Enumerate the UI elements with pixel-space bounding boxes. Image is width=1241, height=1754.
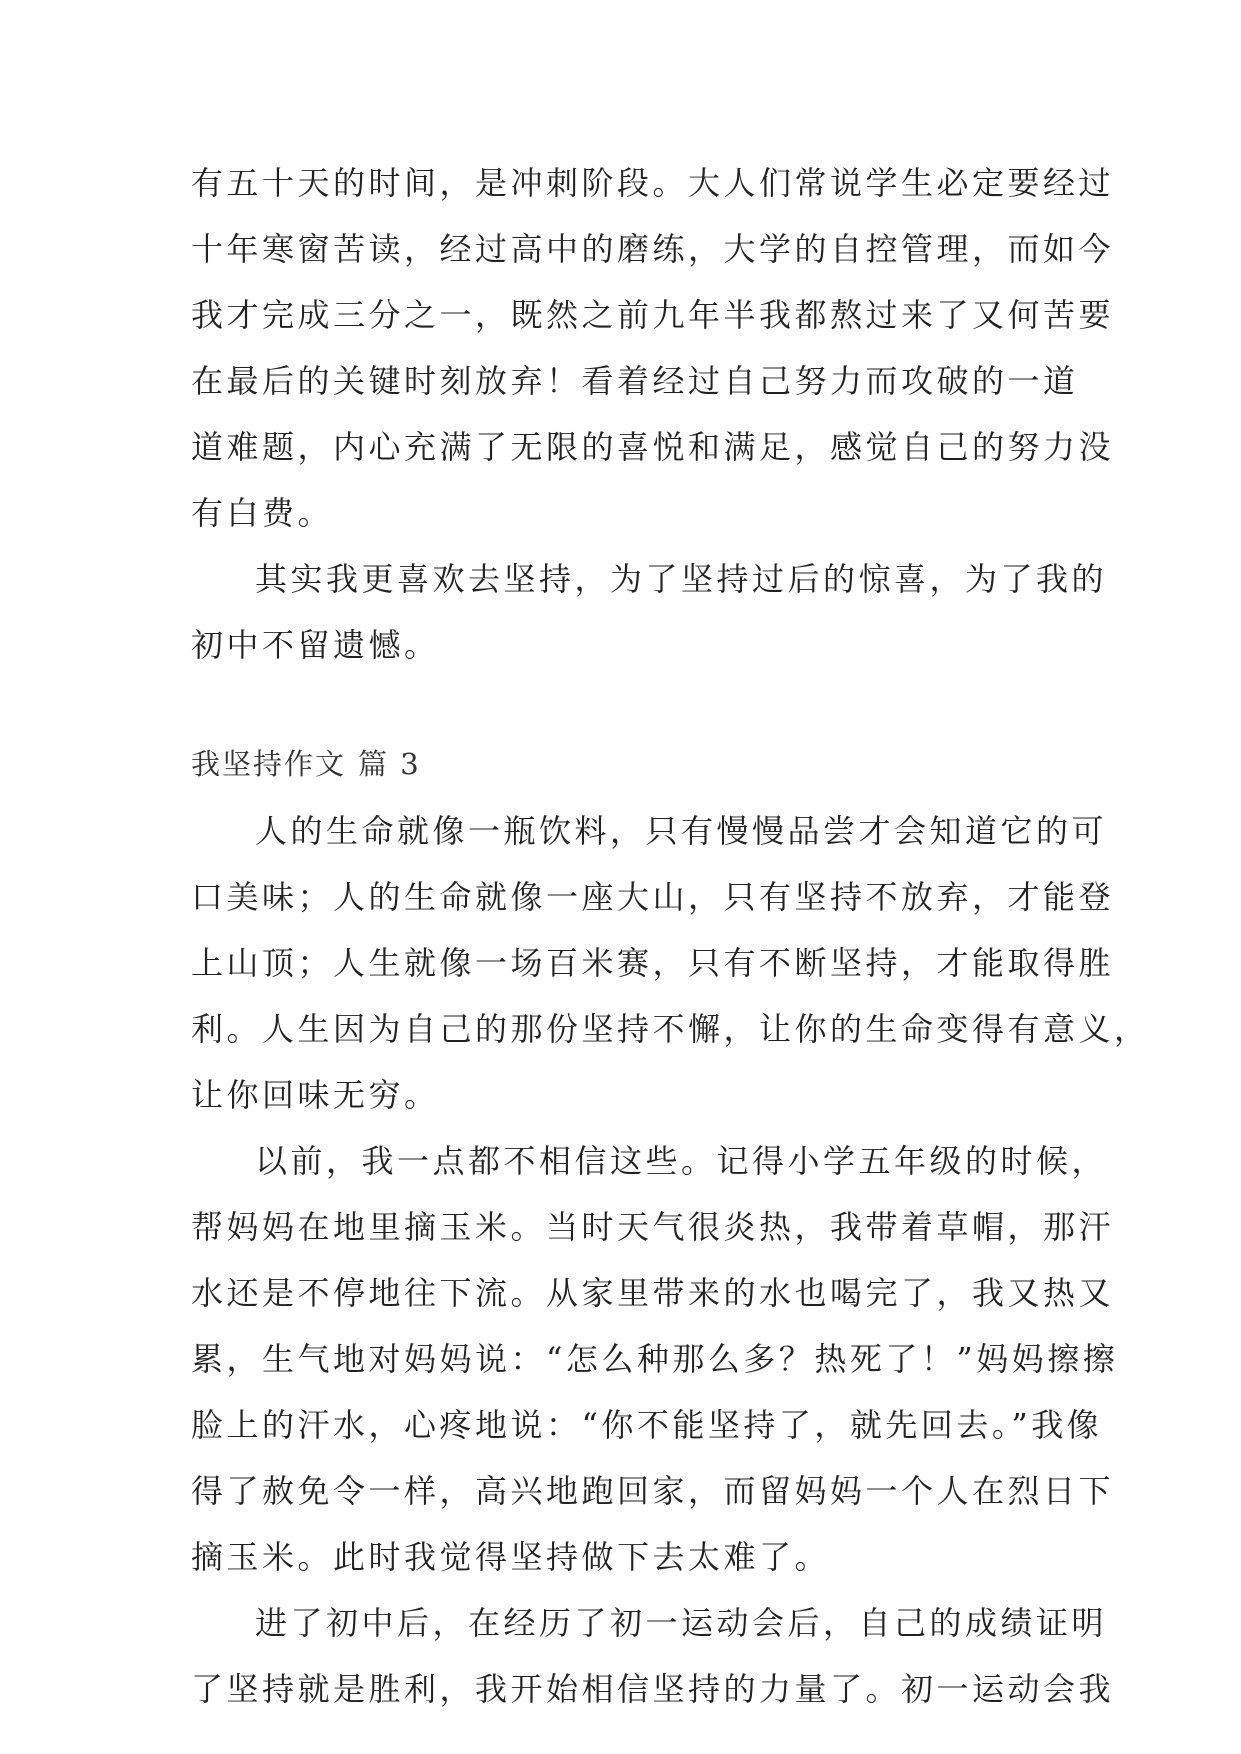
text-line: 在最后的关键时刻放弃！看着经过自己努力而攻破的一道	[191, 362, 1079, 400]
section-spacer	[191, 678, 1051, 730]
text-line: 口美味；人的生命就像一座大山，只有坚持不放弃，才能登	[191, 878, 1115, 916]
paragraph-continuation	[191, 150, 1115, 546]
text-line: 摘玉米。此时我觉得坚持做下去太难了。	[191, 1538, 831, 1576]
section-number: 篇 3	[358, 747, 421, 781]
text-line: 道难题，内心充满了无限的喜悦和满足，感觉自己的努力没	[191, 428, 1115, 466]
text-line: 了坚持就是胜利，我开始相信坚持的力量了。初一运动会我	[191, 1670, 1115, 1708]
text-line: 以前，我一点都不相信这些。记得小学五年级的时候，	[255, 1142, 1108, 1180]
section-heading	[191, 730, 1051, 798]
paragraph-2	[191, 1128, 1119, 1590]
document-body	[191, 150, 1150, 1722]
text-line: 利。人生因为自己的那份坚持不懈，让你的生命变得有意义，	[191, 1010, 1150, 1048]
section-title: 我坚持作文	[191, 747, 347, 781]
text-line: 上山顶；人生就像一场百米赛，只有不断坚持，才能取得胜	[191, 944, 1115, 982]
text-line: 水还是不停地往下流。从家里带来的水也喝完了，我又热又	[191, 1274, 1115, 1312]
text-line: 进了初中后，在经历了初一运动会后，自己的成绩证明	[255, 1604, 1108, 1642]
text-line: 累，生气地对妈妈说：“怎么种那么多？热死了！”妈妈擦擦	[191, 1340, 1119, 1378]
text-line: 其实我更喜欢去坚持，为了坚持过后的惊喜，为了我的	[255, 560, 1108, 598]
paragraph-closing	[191, 546, 1108, 678]
text-line: 初中不留遗憾。	[191, 626, 440, 664]
text-line: 让你回味无穷。	[191, 1076, 440, 1114]
text-line: 有五十天的时间，是冲刺阶段。大人们常说学生必定要经过	[191, 164, 1115, 202]
text-line: 我才完成三分之一，既然之前九年半我都熬过来了又何苦要	[191, 296, 1115, 334]
text-line: 脸上的汗水，心疼地说：“你不能坚持了，就先回去。”我像	[191, 1406, 1103, 1444]
text-line: 有白费。	[191, 494, 334, 532]
paragraph-1	[191, 798, 1150, 1128]
text-line: 得了赦免令一样，高兴地跑回家，而留妈妈一个人在烈日下	[191, 1472, 1115, 1510]
text-line: 帮妈妈在地里摘玉米。当时天气很炎热，我带着草帽，那汗	[191, 1208, 1115, 1246]
text-line: 十年寒窗苦读，经过高中的磨练，大学的自控管理，而如今	[191, 230, 1115, 268]
text-line: 人的生命就像一瓶饮料，只有慢慢品尝才会知道它的可	[255, 812, 1108, 850]
paragraph-3	[191, 1590, 1115, 1722]
